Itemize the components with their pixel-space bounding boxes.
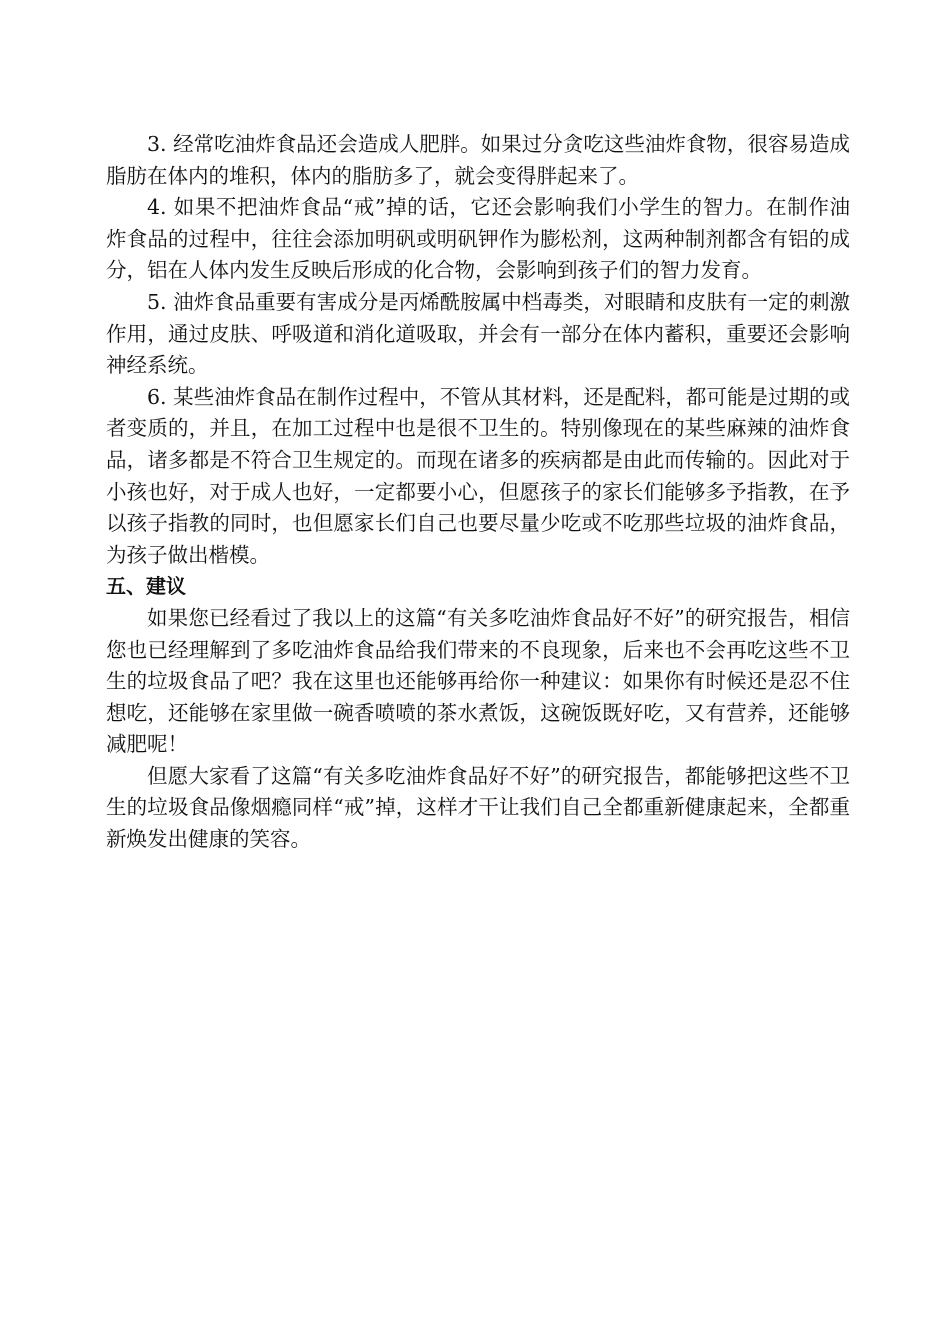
numbered-item-5: 5. 油炸食品重要有害成分是丙烯酰胺属中档毒类，对眼睛和皮肤有一定的刺激作用，通过皮肤、呼吸道和消化道吸取，并会有一部分在体内蓄积，重要还会影响神经系统。 — [106, 289, 850, 378]
numbered-item-6: 6. 某些油炸食品在制作过程中，不管从其材料，还是配料，都可能是过期的或者变质的，并且，在加工过程中也是很不卫生的。特别像现在的某些麻辣的油炸食品，诸多都是不符合卫生规定的。而现在诸多的疾病都是由此而传输的。因此对于小孩也好，对于成人也好，一定都要小心，但愿孩子的家长们能够多予指教，在予以孩子指教的同时，也但愿家长们自己也要尽量少吃或不吃那些垃圾的油炸食品，为孩子做出楷模。 — [106, 384, 850, 567]
numbered-item-3: 3. 经常吃油炸食品还会造成人肥胖。如果过分贪吃这些油炸食物，很容易造成脂肪在体内的堆积，体内的脂肪多了，就会变得胖起来了。 — [106, 132, 850, 188]
closing-paragraph: 但愿大家看了这篇“有关多吃油炸食品好不好”的研究报告，都能够把这些不卫生的垃圾食品像烟瘾同样“戒”掉，这样才干让我们自己全都重新健康起来，全都重新焕发出健康的笑容。 — [106, 763, 850, 852]
document-body — [106, 129, 850, 856]
section-heading: 五、建议 — [106, 574, 186, 599]
numbered-item-4: 4. 如果不把油炸食品“戒”掉的话，它还会影响我们小学生的智力。在制作油炸食品的过程中，往往会添加明矾或明矾钾作为膨松剂，这两种制剂都含有铝的成分，铝在人体内发生反映后形成的化合物，会影响到孩子们的智力发育。 — [106, 195, 850, 283]
suggestion-paragraph: 如果您已经看过了我以上的这篇“有关多吃油炸食品好不好”的研究报告，相信您也已经理解到了多吃油炸食品给我们带来的不良现象，后来也不会再吃这些不卫生的垃圾食品了吧？我在这里也还能够再给你一种建议：如果你有时候还是忍不住想吃，还能够在家里做一碗香喷喷的茶水煮饭，这碗饭既好吃，又有营养，还能够减肥呢！ — [106, 605, 850, 757]
